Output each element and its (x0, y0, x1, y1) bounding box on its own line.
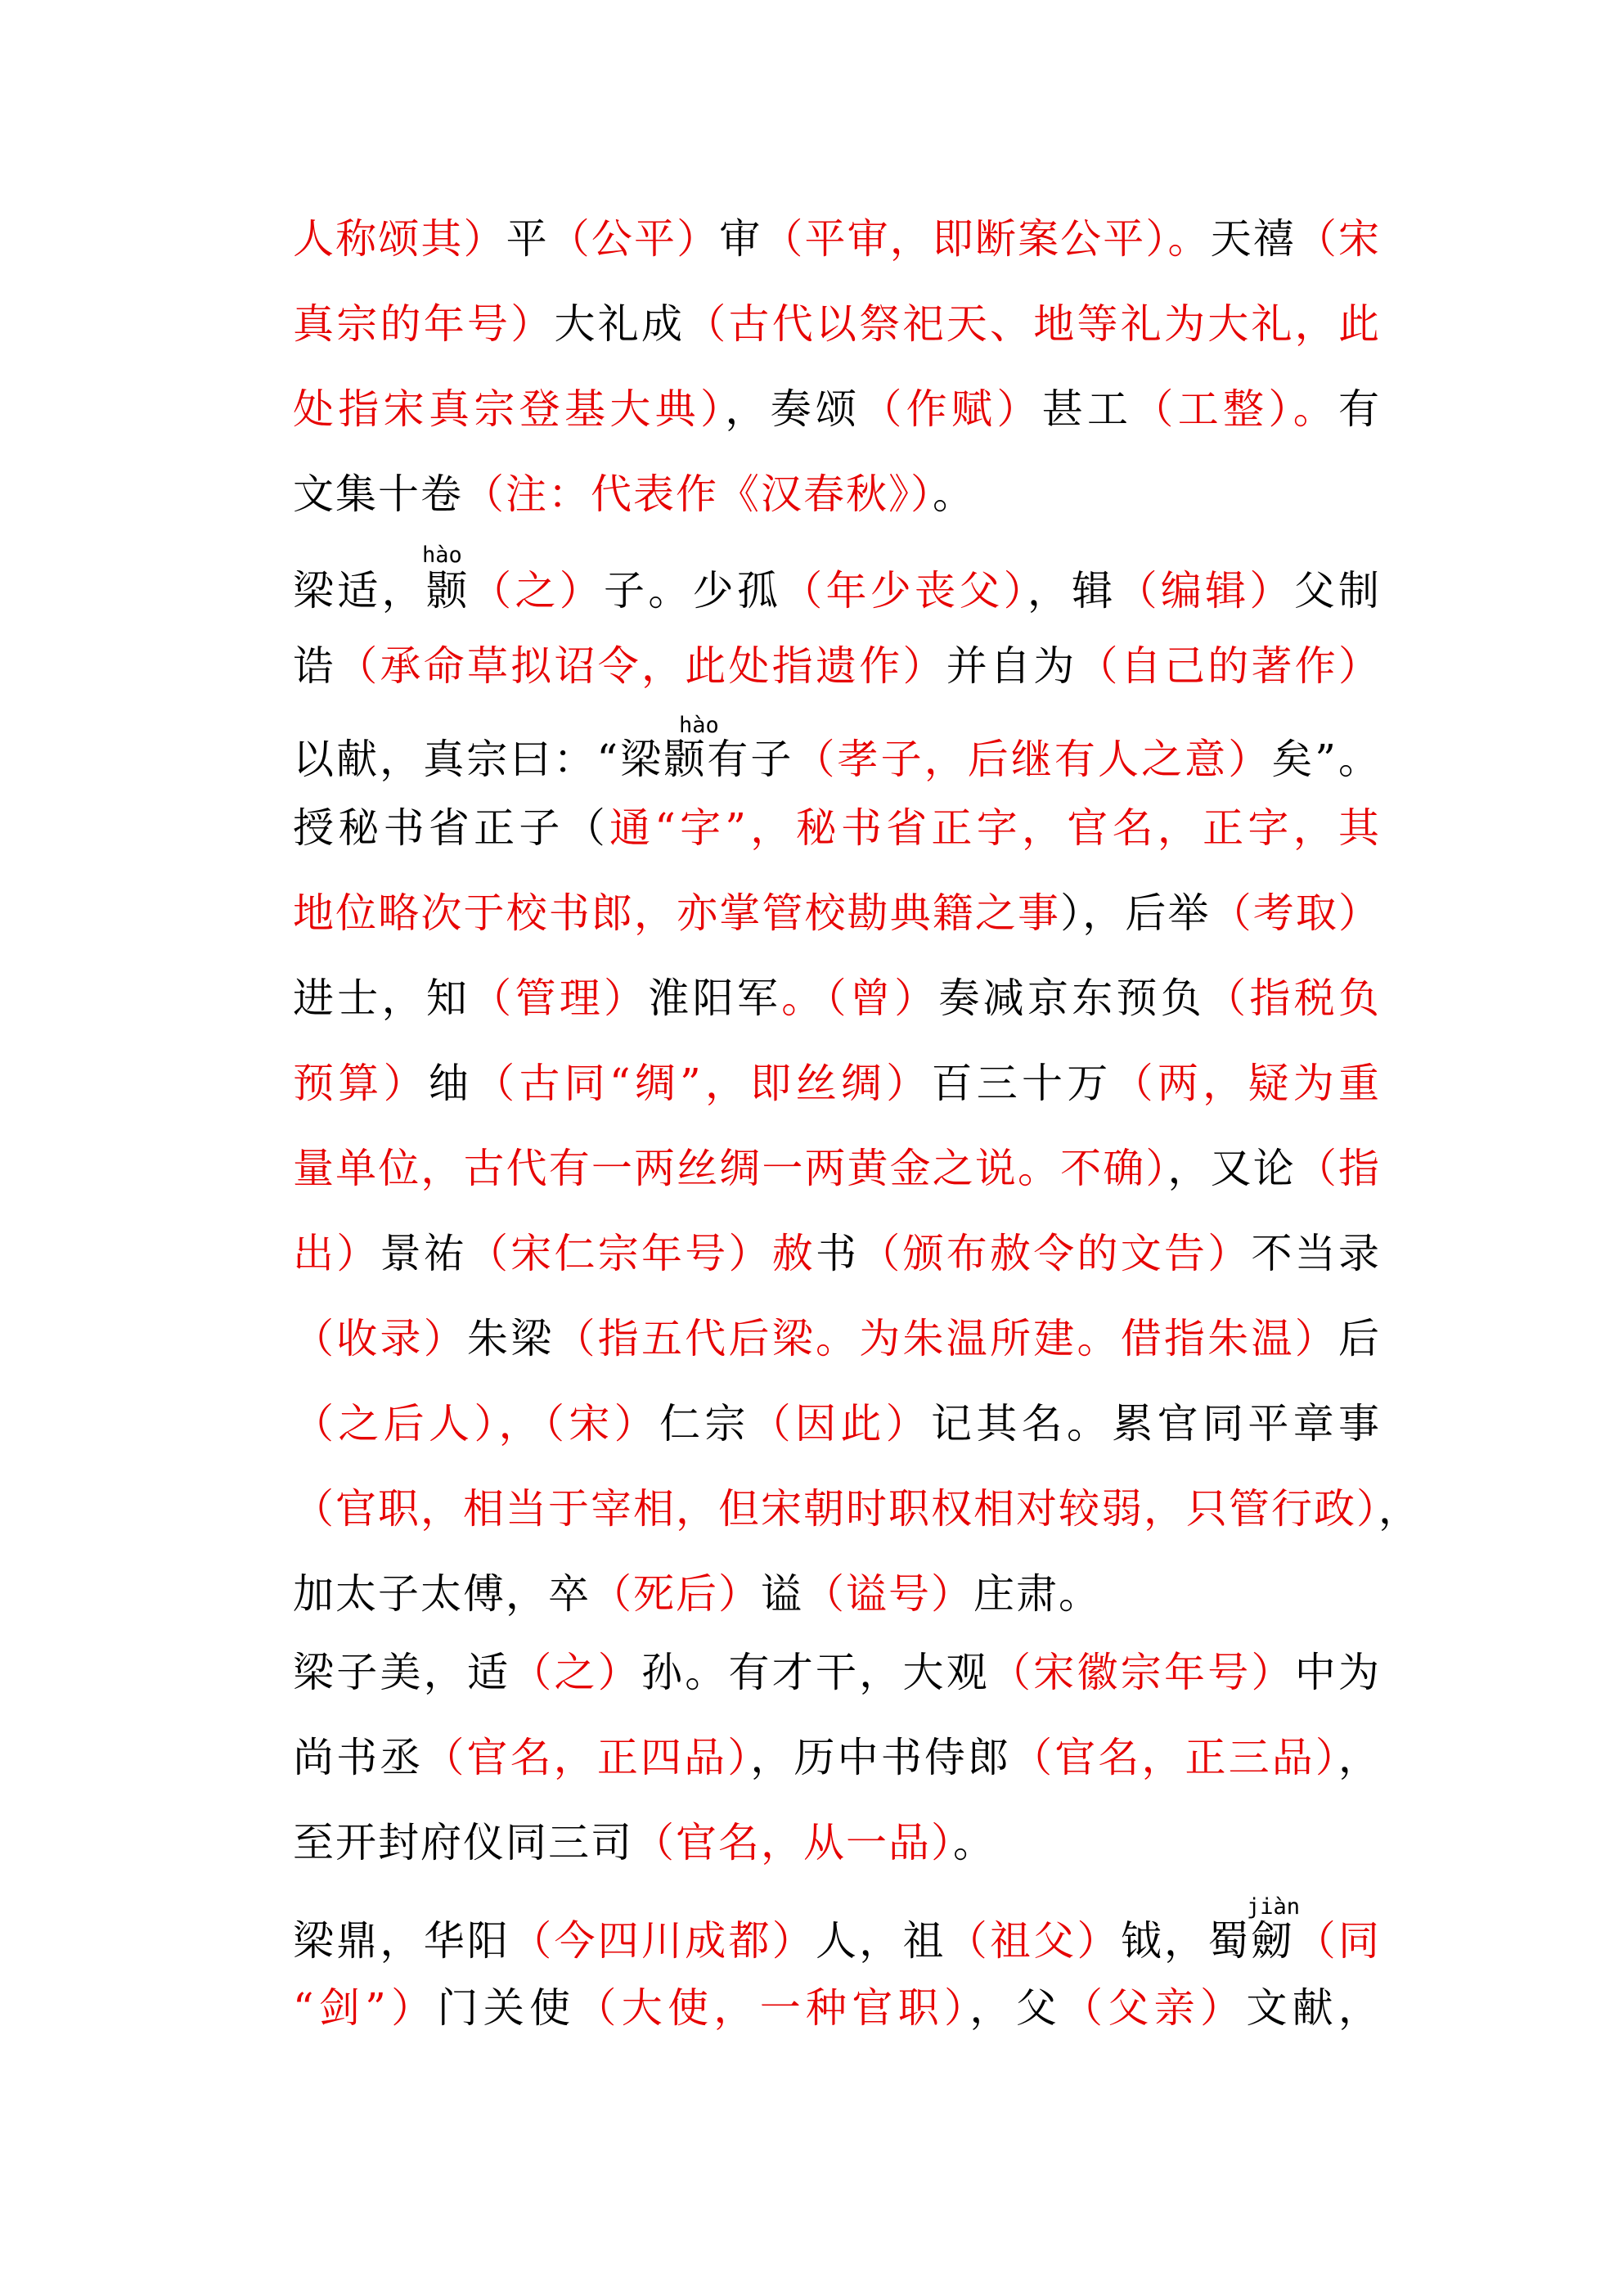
annotation-text: （宋 (1295, 215, 1382, 263)
annotation-text: （宋徽宗年号） (990, 1649, 1295, 1696)
body-text: 。 (953, 1819, 996, 1866)
text-line (293, 458, 1381, 530)
body-text: ，父 (969, 1984, 1063, 2032)
annotation-text: （年少丧父） (781, 567, 1027, 615)
pinyin-annotation: jiàn (1247, 1894, 1301, 1920)
annotation-text: （之后人），（宋） (293, 1400, 659, 1447)
body-text: 门关使 (437, 1984, 576, 2032)
body-text: 谥 (761, 1570, 803, 1618)
text-line (293, 1218, 1381, 1290)
body-text: 尚书丞 (293, 1734, 424, 1781)
annotation-text: 处指宋真宗登基大典） (293, 385, 726, 433)
annotation-text: （承命草拟诏令，此处指遗作） (336, 642, 946, 690)
body-text: 奏减京东预负 (938, 975, 1206, 1022)
annotation-text: （之） (510, 1649, 641, 1696)
body-text: 百三十万 (931, 1060, 1113, 1107)
body-text: 景祐 (380, 1230, 467, 1277)
text-line (293, 1972, 1381, 2044)
text-line (293, 877, 1381, 949)
annotation-text: （指 (1295, 1145, 1382, 1192)
annotation-text: （收录） (293, 1315, 467, 1362)
body-text: 庄肃。 (973, 1570, 1101, 1618)
annotation-text: （平审，即断案公平）。 (762, 215, 1211, 263)
annotation-text: （孝子，后继有人之意） (794, 736, 1272, 783)
body-text: 中为 (1294, 1649, 1381, 1696)
text-line (293, 630, 1381, 702)
annotation-text: （今四川成都） (510, 1917, 816, 1965)
body-text: 审 (719, 215, 762, 263)
annotation-text: （颁布赦令的文告） (859, 1230, 1252, 1277)
body-text: 诰 (293, 642, 337, 690)
body-text: 后 (1338, 1315, 1381, 1362)
annotation-text: （注：代表作《汉春秋》） (463, 470, 933, 518)
text-line (293, 1636, 1381, 1708)
body-text: 父制 (1293, 567, 1382, 615)
body-text: 淮阳军 (648, 975, 782, 1022)
annotation-text: （作赋） (861, 385, 1042, 433)
annotation-text: 真宗的年号） (293, 300, 555, 348)
text-line (293, 373, 1381, 445)
body-text: 人，祖 (816, 1917, 946, 1965)
annotation-text: （自己的著作） (1077, 642, 1381, 690)
annotation-text: （同 (1294, 1917, 1381, 1965)
text-line (293, 1473, 1421, 1545)
text-line (293, 1807, 1381, 1879)
annotation-text: （古代以祭祀天、地等礼为大礼，此 (685, 300, 1381, 348)
annotation-text: （管理） (470, 975, 649, 1022)
text-line (293, 792, 1381, 864)
text-line (293, 203, 1381, 275)
text-line (293, 1558, 1381, 1630)
body-text: 梁子美，适 (293, 1649, 511, 1696)
body-text: 文献， (1246, 1984, 1381, 2032)
annotation-text: （考取） (1210, 889, 1382, 937)
annotation-text: 。（曾） (781, 975, 939, 1022)
body-text: 子。少孤 (604, 567, 782, 615)
annotation-text: （祖父） (946, 1917, 1121, 1965)
annotation-text: （官名，从一品） (633, 1819, 953, 1866)
body-text: 䌷 (428, 1060, 474, 1107)
annotation-text: （谥号） (803, 1570, 973, 1618)
annotation-text: 人称颂其） (293, 215, 506, 263)
text-line (293, 1722, 1381, 1794)
annotation-text: （工整）。 (1132, 385, 1339, 433)
annotation-text: 通“字”，秘书省正字，官名，正字，其 (609, 804, 1382, 852)
text-line (293, 1047, 1381, 1119)
pinyin-annotation: hào (679, 713, 719, 738)
annotation-text: 预算） (293, 1060, 429, 1107)
annotation-text: （古同“绸”，即丝绸） (474, 1060, 932, 1107)
text-line (293, 723, 1381, 795)
text-line (293, 1388, 1381, 1460)
annotation-text: （死后） (591, 1570, 761, 1618)
body-text: 文集十卷 (293, 470, 463, 518)
body-text: 以献，真宗曰：“梁颢有子 (293, 736, 794, 783)
text-line (293, 1303, 1381, 1375)
body-text: 加太子太傅，卒 (293, 1570, 591, 1618)
annotation-text: （宋仁宗年号）赦 (467, 1230, 816, 1277)
body-text: 钺，蜀劒 (1120, 1917, 1295, 1965)
body-text: 。 (933, 470, 975, 518)
body-text: ），后举 (1060, 889, 1211, 937)
text-line (293, 288, 1381, 360)
annotation-text: （父亲） (1062, 1984, 1247, 2032)
body-text: 梁鼎，华阳 (293, 1917, 511, 1965)
body-text: 大礼成 (554, 300, 686, 348)
annotation-text: （指五代后梁。为朱温所建。借指朱温） (554, 1315, 1338, 1362)
annotation-text: （之） (470, 567, 605, 615)
annotation-text: （官职，相当于宰相，但宋朝时职权相对较弱，只管行政） (293, 1485, 1378, 1533)
body-text: ，奏颂 (725, 385, 861, 433)
body-text: 至开封府仪同三司 (293, 1819, 633, 1866)
annotation-text: （编辑） (1116, 567, 1294, 615)
body-text: 天禧 (1210, 215, 1296, 263)
body-text: 进士，知 (293, 975, 471, 1022)
body-text: 孙。有才干，大观 (641, 1649, 990, 1696)
body-text: 朱梁 (467, 1315, 555, 1362)
body-text: 授秘书省正子（ (293, 804, 610, 852)
body-text: 有 (1338, 385, 1382, 433)
annotation-text: 地位略次于校书郎，亦掌管校勘典籍之事 (293, 889, 1061, 937)
body-text: ，又论 (1167, 1145, 1296, 1192)
pinyin-annotation: hào (422, 542, 462, 568)
body-text: 仁宗 (659, 1400, 750, 1447)
annotation-text: （官名，正四品） (423, 1734, 751, 1781)
body-text: ， (1338, 1734, 1382, 1781)
body-text: 不当录 (1251, 1230, 1381, 1277)
body-text: ，历中书侍郎 (750, 1734, 1012, 1781)
body-text: 甚工 (1041, 385, 1133, 433)
annotation-text: （因此） (749, 1400, 932, 1447)
body-text: 梁适，颢 (293, 567, 471, 615)
annotation-text: 量单位，古代有一两丝绸一两黄金之说。不确） (293, 1145, 1168, 1192)
annotation-text: （大使，一种官职） (575, 1984, 970, 2032)
body-text: 平 (506, 215, 549, 263)
text-line (293, 1905, 1381, 1977)
text-line (293, 962, 1381, 1034)
body-text: 书 (816, 1230, 860, 1277)
body-text: 记其名。累官同平章事 (931, 1400, 1382, 1447)
body-text: 并自为 (946, 642, 1077, 690)
annotation-text: （指税负 (1205, 975, 1382, 1022)
annotation-text: （两，疑为重 (1112, 1060, 1382, 1107)
annotation-text: （公平） (548, 215, 720, 263)
text-line (293, 1132, 1381, 1204)
annotation-text: （官名，正三品） (1011, 1734, 1339, 1781)
annotation-text: 出） (293, 1230, 380, 1277)
body-text: ，辑 (1027, 567, 1117, 615)
annotation-text: “剑”） (293, 1984, 438, 2032)
body-text: ， (1378, 1485, 1421, 1533)
body-text: 矣”。 (1271, 736, 1382, 783)
